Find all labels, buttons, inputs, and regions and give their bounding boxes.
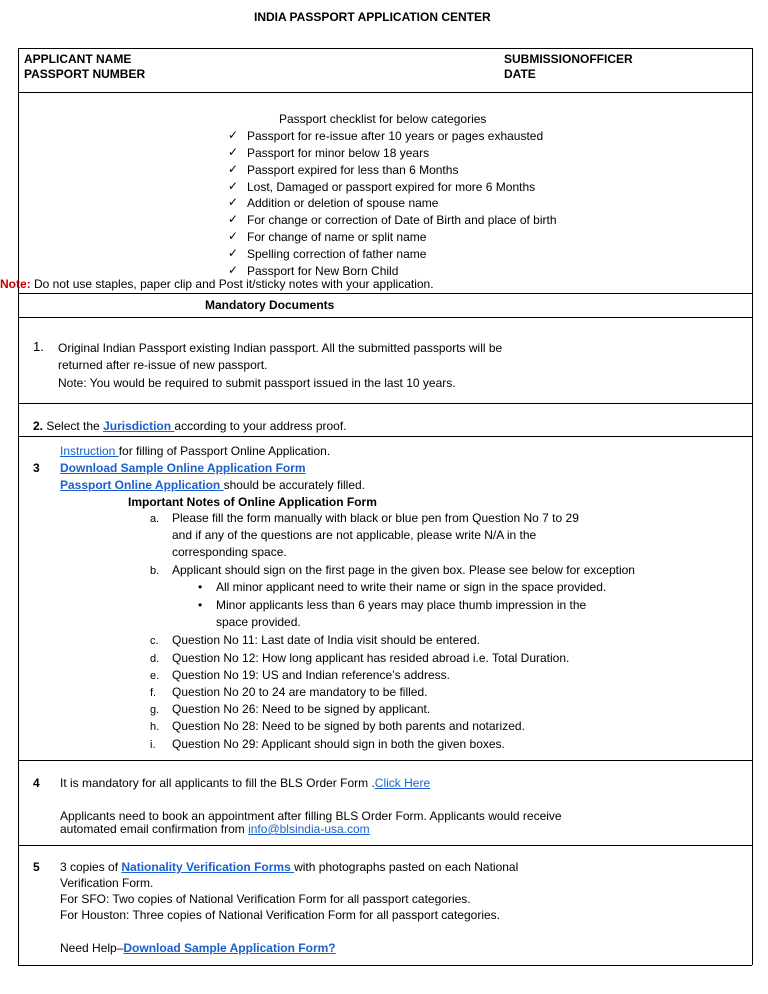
section-4-email-line (60, 822, 370, 836)
checklist-item: Addition or deletion of spouse name (247, 196, 439, 210)
note-item: Question No 20 to 24 are mandatory to be filled. (172, 685, 428, 699)
note-marker: f. (150, 687, 157, 699)
note-label: Note: (0, 277, 31, 291)
checklist-item: Spelling correction of father name (247, 247, 427, 261)
checkmark-icon: ✓ (228, 145, 239, 159)
checklist-item: Passport expired for less than 6 Months (247, 163, 459, 177)
instruction-link[interactable]: Instruction (60, 444, 119, 458)
table-border-left (18, 48, 19, 965)
applicant-name-label: APPLICANT NAME (24, 52, 132, 66)
section-number: 3 (33, 461, 40, 475)
section-4-line: It is mandatory for all applicants to fill the BLS Order Form . (60, 776, 375, 790)
section-number: 2. (33, 419, 44, 433)
checklist-item: Passport for minor below 18 years (247, 146, 430, 160)
checklist-item: Passport for re-issue after 10 years or pages exhausted (247, 129, 544, 143)
note-item: Question No 26: Need to be signed by applicant. (172, 702, 431, 716)
divider (18, 317, 752, 318)
need-help-text: Need Help– (60, 941, 124, 955)
note (0, 277, 434, 291)
download-sample-application-link[interactable]: Download Sample Application Form? (123, 941, 336, 955)
section-5-line (60, 860, 518, 874)
section-5-text: with photographs pasted on each National (294, 860, 519, 874)
section-2-text: Select the (43, 419, 104, 433)
table-border-right (752, 48, 753, 965)
section-2-text: according to your address proof. (174, 419, 347, 433)
checkmark-icon: ✓ (228, 263, 239, 277)
download-sample-online-link-text[interactable]: Download Sample Online Application Form (60, 461, 306, 475)
nationality-verification-link[interactable]: Nationality Verification Forms (121, 860, 295, 874)
checkmark-icon: ✓ (228, 128, 239, 142)
divider (18, 845, 752, 846)
checkmark-icon: ✓ (228, 212, 239, 226)
note-item: Question No 28: Need to be signed by both parents and notarized. (172, 719, 525, 733)
page-title: INDIA PASSPORT APPLICATION CENTER (254, 10, 491, 24)
section-5-line: Verification Form. (60, 876, 154, 890)
note-marker: a. (150, 513, 160, 525)
email-link[interactable]: info@blsindia-usa.com (248, 822, 370, 836)
section-2 (33, 419, 347, 433)
need-help-line (60, 941, 336, 955)
checkmark-icon: ✓ (228, 179, 239, 193)
note-item: Question No 29: Applicant should sign in both the given boxes. (172, 737, 505, 751)
mandatory-heading: Mandatory Documents (205, 298, 335, 312)
note-item: Please fill the form manually with black or blue pen from Question No 7 to 29 (172, 511, 579, 525)
bullet-item: All minor applicant need to write their name or sign in the space provided. (216, 580, 607, 594)
passport-number-label: PASSPORT NUMBER (24, 67, 146, 81)
jurisdiction-link[interactable]: Jurisdiction (103, 419, 175, 433)
online-text: should be accurately filled. (223, 478, 365, 492)
bullet-item: Minor applicants less than 6 years may place thumb impression in the (216, 598, 587, 612)
section-4-line: automated email confirmation from (60, 822, 249, 836)
table-border-bottom (18, 965, 752, 966)
checklist-item: For change of name or split name (247, 230, 427, 244)
note-item: Applicant should sign on the first page in the given box. Please see below for exception (172, 563, 635, 577)
bullet-item-cont: space provided. (216, 615, 301, 629)
divider (18, 436, 752, 437)
submission-officer-label: SUBMISSIONOFFICER (504, 52, 633, 66)
table-border-top (18, 48, 752, 49)
instruction-text: for filling of Passport Online Application. (118, 444, 331, 458)
checkmark-icon: ✓ (228, 229, 239, 243)
download-sample-online-link[interactable] (60, 461, 306, 475)
divider (18, 760, 752, 761)
checkmark-icon: ✓ (228, 195, 239, 209)
section-4-line: Applicants need to book an appointment after filling BLS Order Form. Applicants would receive (60, 809, 562, 823)
note-item: Question No 19: US and Indian reference’s address. (172, 668, 450, 682)
date-label: DATE (504, 67, 536, 81)
divider (18, 293, 752, 294)
divider (18, 403, 752, 404)
checklist-item: Passport for New Born Child (247, 264, 399, 278)
note-marker: g. (150, 704, 160, 716)
section-1-line: Original Indian Passport existing Indian passport. All the submitted passports will be (58, 341, 503, 355)
note-marker: b. (150, 565, 160, 577)
note-marker: h. (150, 721, 160, 733)
note-item: Question No 12: How long applicant has resided abroad i.e. Total Duration. (172, 651, 570, 665)
section-1-line: returned after re-issue of new passport. (58, 358, 268, 372)
note-marker: i. (150, 739, 156, 751)
note-item-cont: corresponding space. (172, 545, 287, 559)
section-number: 1. (33, 339, 44, 354)
bullet-icon: • (198, 580, 203, 594)
checkmark-icon: ✓ (228, 162, 239, 176)
checklist-heading: Passport checklist for below categories (279, 112, 487, 126)
note-item: Question No 11: Last date of India visit should be entered. (172, 633, 480, 647)
important-notes-heading: Important Notes of Online Application Form (128, 495, 377, 509)
note-marker: d. (150, 653, 160, 665)
section-5-text: 3 copies of (60, 860, 122, 874)
note-marker: c. (150, 635, 159, 647)
bullet-icon: • (198, 598, 203, 612)
section-5-line: For Houston: Three copies of National Verification Form for all passport categories. (60, 908, 500, 922)
note-text: Do not use staples, paper clip and Post it/sticky notes with your application. (30, 277, 434, 291)
checkmark-icon: ✓ (228, 246, 239, 260)
section-5-line: For SFO: Two copies of National Verification Form for all passport categories. (60, 892, 471, 906)
checklist-item: For change or correction of Date of Birth and place of birth (247, 213, 557, 227)
section-number: 5 (33, 860, 40, 874)
section-3-online (60, 478, 365, 492)
section-number: 4 (33, 776, 40, 790)
note-marker: e. (150, 670, 160, 682)
passport-online-application-link[interactable]: Passport Online Application (60, 478, 224, 492)
checklist-item: Lost, Damaged or passport expired for more 6 Months (247, 180, 536, 194)
section-1-note: Note: You would be required to submit passport issued in the last 10 years. (58, 376, 456, 390)
divider (18, 92, 752, 93)
click-here-link[interactable]: Click Here (374, 776, 431, 790)
note-item-cont: and if any of the questions are not applicable, please write N/A in the (172, 528, 537, 542)
section-4-text (60, 776, 430, 790)
section-3-instruction (60, 444, 330, 458)
